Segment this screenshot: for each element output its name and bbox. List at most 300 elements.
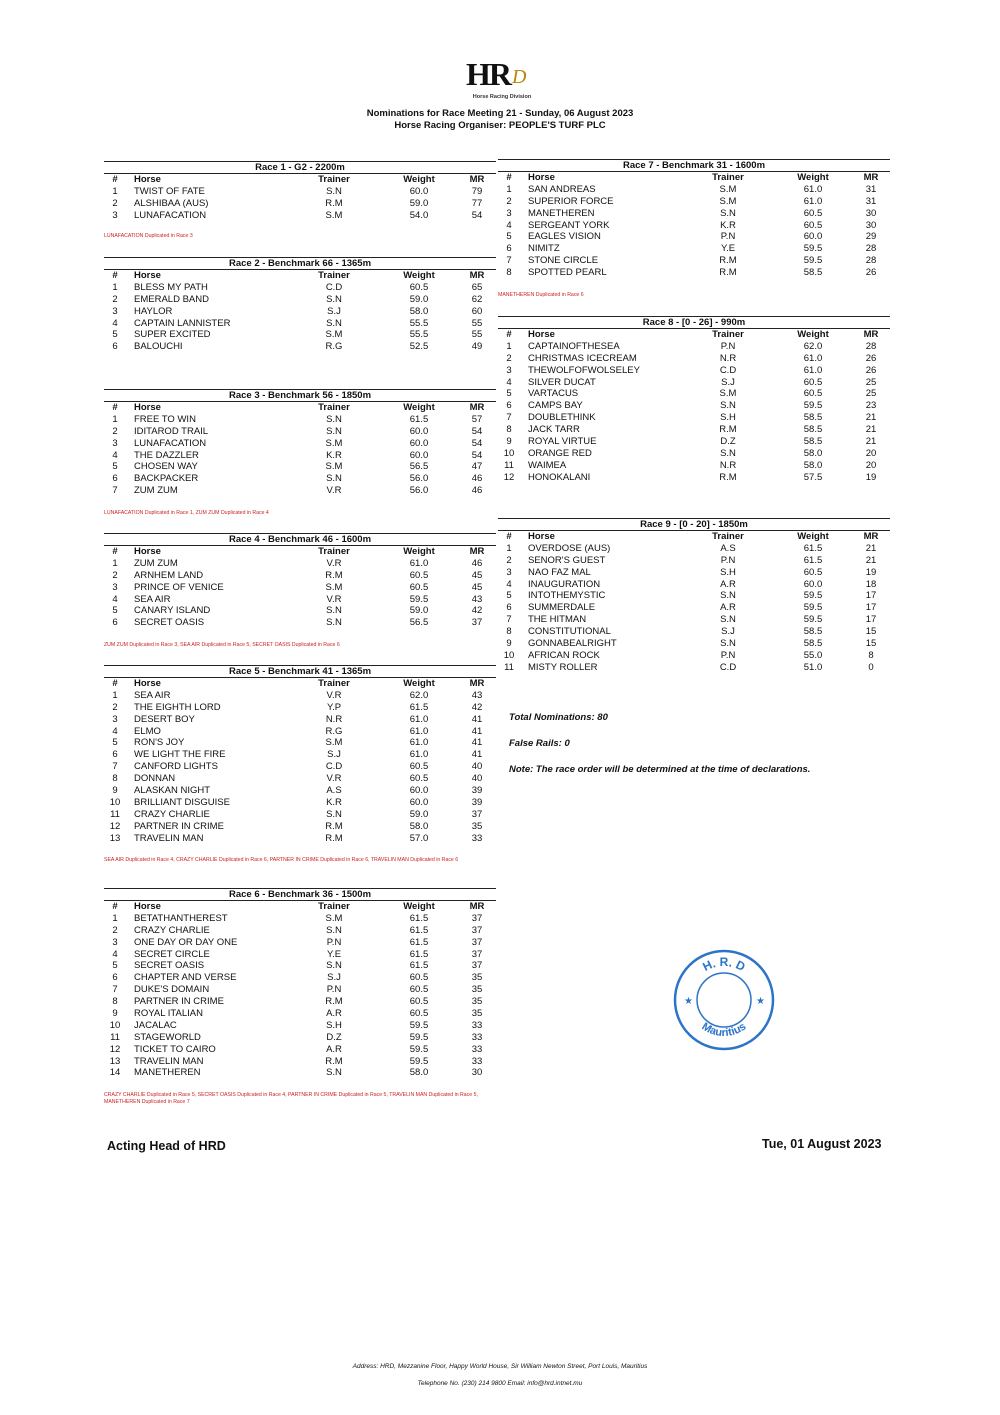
weight-value: 56.0 (409, 485, 429, 497)
duplicate-note: SEA AIR Duplicated in Race 4, CRAZY CHARLIE Duplicated in Race 6, PARTNER IN CRIME Duplicated in Race 6, TRAVELIN MAN Duplicated in Race 6 (104, 857, 459, 863)
mr-value: 54 (471, 425, 483, 437)
table-row (104, 473, 496, 485)
weight-value: 61.0 (803, 183, 823, 195)
entry-number: 6 (506, 602, 512, 614)
table-row (104, 809, 496, 821)
entry-number: 6 (112, 341, 118, 353)
table-row (498, 650, 890, 662)
entry-number: 3 (112, 437, 118, 449)
weight-value: 59.0 (409, 808, 429, 820)
horse-name: ROYAL ITALIAN (134, 1008, 203, 1020)
mr-value: 17 (865, 590, 877, 602)
weight-value: 61.0 (803, 364, 823, 376)
horse-name: INAUGURATION (528, 578, 601, 590)
column-header-trainer: Trainer (712, 531, 744, 542)
entry-number: 2 (112, 569, 118, 581)
trainer-code: C.D (719, 364, 737, 376)
weight-value: 58.5 (803, 424, 823, 436)
stamp-bottom-text: Mauritius (699, 1020, 749, 1040)
mr-value: 43 (471, 593, 483, 605)
table-row (104, 690, 496, 702)
logo-subtitle: Horse Racing Division (472, 94, 532, 100)
table-row (104, 949, 496, 961)
mr-value: 41 (471, 725, 483, 737)
trainer-code: P.N (720, 554, 736, 566)
table-row (498, 436, 890, 448)
weight-value: 61.5 (409, 936, 429, 948)
entry-number: 7 (506, 255, 512, 267)
mr-value: 19 (865, 566, 877, 578)
entry-number: 2 (506, 352, 512, 364)
weight-value: 60.5 (803, 376, 823, 388)
trainer-code: V.R (326, 485, 342, 497)
column-header-trainer: Trainer (712, 172, 744, 183)
horse-name: ZUM ZUM (134, 557, 178, 569)
weight-value: 61.0 (803, 352, 823, 364)
trainer-code: D.Z (326, 1031, 342, 1043)
column-header-horse: Horse (134, 174, 161, 185)
weight-value: 58.5 (803, 638, 823, 650)
race-table-6 (104, 888, 496, 1079)
race-title: Race 5 - Benchmark 41 - 1365m (104, 665, 496, 678)
table-header-row (104, 174, 496, 186)
mr-value: 17 (865, 602, 877, 614)
horse-name: MANETHEREN (134, 1067, 201, 1079)
weight-value: 56.0 (409, 473, 429, 485)
horse-name: WE LIGHT THE FIRE (134, 749, 226, 761)
trainer-code: N.R (719, 459, 737, 471)
trainer-code: R.M (325, 1055, 343, 1067)
trainer-code: A.R (326, 1008, 342, 1020)
trainer-code: S.M (325, 581, 343, 593)
mr-value: 23 (865, 400, 877, 412)
table-row (104, 594, 496, 606)
table-row (498, 267, 890, 279)
horse-name: VARTACUS (528, 388, 579, 400)
entry-number: 2 (112, 197, 118, 209)
entry-number: 2 (506, 554, 512, 566)
entry-number: 1 (112, 912, 118, 924)
mr-value: 35 (471, 820, 483, 832)
horse-name: CHRISTMAS ICECREAM (528, 352, 637, 364)
table-row (104, 749, 496, 761)
table-row (104, 414, 496, 426)
horse-name: IDITAROD TRAIL (134, 425, 209, 437)
weight-value: 59.5 (409, 1055, 429, 1067)
mr-value: 37 (471, 960, 483, 972)
table-row (104, 996, 496, 1008)
trainer-code: V.R (326, 593, 342, 605)
mr-value: 54 (471, 449, 483, 461)
weight-value: 61.0 (409, 749, 429, 761)
weight-value: 61.0 (409, 725, 429, 737)
mr-value: 26 (865, 364, 877, 376)
mr-value: 57 (471, 413, 483, 425)
weight-value: 62.0 (409, 689, 429, 701)
entry-number: 3 (112, 936, 118, 948)
horse-name: ALASKAN NIGHT (134, 785, 211, 797)
horse-name: EAGLES VISION (528, 231, 601, 243)
mr-value: 60 (471, 305, 483, 317)
entry-number: 4 (506, 578, 512, 590)
horse-name: MANETHEREN (528, 207, 595, 219)
trainer-code: S.J (721, 376, 735, 388)
trainer-code: N.R (325, 713, 343, 725)
table-row (104, 1032, 496, 1044)
horse-name: AFRICAN ROCK (528, 649, 600, 661)
table-row (498, 638, 890, 650)
mr-value: 15 (865, 626, 877, 638)
trainer-code: R.G (325, 341, 343, 353)
column-header-trainer: Trainer (318, 901, 350, 912)
column-header-weight: Weight (403, 901, 435, 912)
mr-value: 54 (471, 209, 483, 221)
entry-number: 2 (112, 293, 118, 305)
trainer-code: S.N (720, 638, 736, 650)
horse-name: SEA AIR (134, 593, 171, 605)
weight-value: 58.0 (409, 305, 429, 317)
trainer-code: P.N (720, 340, 736, 352)
table-row (104, 282, 496, 294)
horse-name: SUPER EXCITED (134, 329, 211, 341)
weight-value: 61.5 (409, 912, 429, 924)
trainer-code: S.H (720, 566, 736, 578)
duplicate-note: MANETHEREN Duplicated in Race 6 (498, 292, 584, 298)
mr-value: 40 (471, 761, 483, 773)
trainer-code: K.R (326, 449, 342, 461)
table-row (104, 773, 496, 785)
horse-name: CHAPTER AND VERSE (134, 972, 237, 984)
weight-value: 60.5 (409, 773, 429, 785)
entry-number: 7 (112, 761, 118, 773)
table-row (498, 472, 890, 484)
trainer-code: S.H (326, 1019, 342, 1031)
trainer-code: S.N (326, 293, 342, 305)
horse-name: DONNAN (134, 773, 176, 785)
footer-contact: Telephone No. (230) 214 9800 Email: info@hrd.intnet.mu (417, 1380, 583, 1387)
weight-value: 60.5 (409, 581, 429, 593)
horse-name: LUNAFACATION (134, 209, 207, 221)
trainer-code: C.D (325, 281, 343, 293)
column-header-horse: Horse (528, 172, 555, 183)
weight-value: 60.0 (409, 785, 429, 797)
weight-value: 58.0 (803, 447, 823, 459)
mr-value: 25 (865, 376, 877, 388)
horse-name: CHOSEN WAY (134, 461, 198, 473)
weight-value: 59.5 (803, 255, 823, 267)
entry-number: 4 (506, 219, 512, 231)
entry-number: 11 (504, 661, 514, 673)
table-row (498, 243, 890, 255)
entry-number: 8 (112, 773, 118, 785)
weight-value: 60.5 (409, 972, 429, 984)
entry-number: 14 (109, 1067, 121, 1079)
mr-value: 37 (471, 808, 483, 820)
entry-number: 7 (112, 485, 118, 497)
weight-value: 61.0 (803, 195, 823, 207)
mr-value: 30 (471, 1067, 483, 1079)
trainer-code: S.N (720, 400, 736, 412)
svg-text:H. R. D (700, 955, 747, 974)
mr-value: 26 (865, 267, 877, 279)
horse-name: JACALAC (134, 1019, 177, 1031)
race-table-5 (104, 665, 496, 844)
weight-value: 58.5 (803, 436, 823, 448)
entry-number: 8 (506, 626, 512, 638)
horse-name: JACK TARR (528, 424, 580, 436)
entry-number: 3 (506, 364, 512, 376)
weight-value: 62.0 (803, 340, 823, 352)
column-header-trainer: Trainer (318, 270, 350, 281)
trainer-code: R.M (719, 255, 737, 267)
mr-value: 62 (471, 293, 483, 305)
weight-value: 60.5 (409, 761, 429, 773)
weight-value: 59.5 (409, 1043, 429, 1055)
mr-value: 46 (471, 485, 483, 497)
horse-name: THEWOLFOFWOLSELEY (528, 364, 640, 376)
entry-number: 12 (109, 820, 121, 832)
column-header-horse: Horse (134, 678, 161, 689)
trainer-code: S.N (326, 960, 342, 972)
trainer-code: V.R (326, 689, 342, 701)
weight-value: 57.0 (409, 832, 429, 844)
table-row (104, 1056, 496, 1068)
trainer-code: S.N (326, 425, 342, 437)
column-header-trainer: Trainer (318, 174, 350, 185)
mr-value: 47 (471, 461, 483, 473)
table-row (104, 426, 496, 438)
entry-number: 8 (506, 424, 512, 436)
table-row (104, 198, 496, 210)
weight-value: 61.5 (409, 960, 429, 972)
horse-name: PARTNER IN CRIME (134, 820, 224, 832)
entry-number: 8 (112, 996, 118, 1008)
entry-number: 1 (506, 542, 512, 554)
column-header-mr: MR (863, 531, 879, 542)
table-row (498, 412, 890, 424)
entry-number: 5 (506, 388, 512, 400)
mr-value: 35 (471, 996, 483, 1008)
weight-value: 61.0 (409, 737, 429, 749)
trainer-code: P.N (720, 231, 736, 243)
trainer-code: R.M (325, 820, 343, 832)
table-row (498, 353, 890, 365)
trainer-code: S.N (720, 590, 736, 602)
mr-value: 41 (471, 749, 483, 761)
table-header-row (498, 172, 890, 184)
weight-value: 61.5 (409, 948, 429, 960)
entry-number: 11 (110, 808, 120, 820)
weight-value: 54.0 (409, 209, 429, 221)
horse-name: CRAZY CHARLIE (134, 808, 210, 820)
entry-number: 4 (112, 948, 118, 960)
trainer-code: R.M (719, 267, 737, 279)
column-header-weight: Weight (403, 678, 435, 689)
logo-mark: HR (466, 56, 510, 92)
trainer-code: C.D (325, 761, 343, 773)
column-header-trainer: Trainer (318, 402, 350, 413)
horse-name: PRINCE OF VENICE (134, 581, 224, 593)
table-row (104, 485, 496, 497)
column-header-num: # (506, 172, 512, 183)
table-row (104, 1008, 496, 1020)
table-row (104, 737, 496, 749)
trainer-code: S.M (325, 329, 343, 341)
weight-value: 59.0 (409, 605, 429, 617)
weight-value: 60.0 (409, 449, 429, 461)
horse-name: RON'S JOY (134, 737, 185, 749)
trainer-code: D.Z (720, 436, 736, 448)
mr-value: 25 (865, 388, 877, 400)
mr-value: 15 (865, 638, 877, 650)
trainer-code: S.N (326, 808, 342, 820)
entry-number: 5 (506, 231, 512, 243)
entry-number: 5 (112, 329, 118, 341)
entry-number: 5 (112, 960, 118, 972)
table-row (498, 579, 890, 591)
trainer-code: R.M (325, 996, 343, 1008)
horse-name: GONNABEALRIGHT (528, 638, 617, 650)
trainer-code: S.H (720, 412, 736, 424)
entry-number: 3 (112, 713, 118, 725)
table-row (104, 714, 496, 726)
horse-name: DESERT BOY (134, 713, 195, 725)
mr-value: 46 (471, 473, 483, 485)
table-row (104, 913, 496, 925)
weight-value: 60.5 (409, 996, 429, 1008)
weight-value: 57.5 (803, 471, 823, 483)
trainer-code: S.M (719, 183, 737, 195)
horse-name: DUKE'S DOMAIN (134, 984, 210, 996)
entry-number: 4 (506, 376, 512, 388)
horse-name: ROYAL VIRTUE (528, 436, 597, 448)
trainer-code: S.J (721, 626, 735, 638)
horse-name: SUPERIOR FORCE (528, 195, 614, 207)
mr-value: 28 (865, 255, 877, 267)
table-row (104, 1020, 496, 1032)
trainer-code: S.M (325, 437, 343, 449)
entry-number: 6 (112, 473, 118, 485)
column-header-mr: MR (863, 172, 879, 183)
mr-value: 39 (471, 785, 483, 797)
table-row (498, 602, 890, 614)
mr-value: 49 (471, 341, 483, 353)
race-table-8 (498, 316, 890, 484)
horse-name: CAPTAIN LANNISTER (134, 317, 231, 329)
mr-value: 45 (471, 569, 483, 581)
entry-number: 3 (506, 566, 512, 578)
horse-name: HONOKALANI (528, 471, 591, 483)
horse-name: TRAVELIN MAN (134, 1055, 204, 1067)
weight-value: 61.5 (409, 701, 429, 713)
entry-number: 2 (112, 701, 118, 713)
entry-number: 9 (506, 638, 512, 650)
column-header-horse: Horse (134, 901, 161, 912)
column-header-horse: Horse (134, 546, 161, 557)
weight-value: 60.5 (409, 984, 429, 996)
mr-value: 37 (471, 617, 483, 629)
entry-number: 10 (109, 796, 121, 808)
trainer-code: S.N (326, 617, 342, 629)
duplicate-note: LUNAFACATION Duplicated in Race 1, ZUM ZUM Duplicated in Race 4 (104, 510, 269, 516)
table-row (104, 797, 496, 809)
entry-number: 4 (112, 317, 118, 329)
trainer-code: A.S (720, 542, 736, 554)
table-row (104, 186, 496, 198)
horse-name: SUMMERDALE (528, 602, 596, 614)
horse-name: DOUBLETHINK (528, 412, 596, 424)
entry-number: 4 (112, 449, 118, 461)
trainer-code: S.N (326, 1067, 342, 1079)
trainer-code: S.N (720, 207, 736, 219)
weight-value: 60.5 (409, 1008, 429, 1020)
trainer-code: S.M (325, 209, 343, 221)
column-header-mr: MR (469, 678, 485, 689)
table-row (498, 400, 890, 412)
horse-name: TWIST OF FATE (134, 185, 205, 197)
horse-name: ARNHEM LAND (134, 569, 204, 581)
table-row (104, 972, 496, 984)
weight-value: 56.5 (409, 617, 429, 629)
trainer-code: R.M (719, 471, 737, 483)
entry-number: 2 (112, 924, 118, 936)
table-row (104, 461, 496, 473)
entry-number: 6 (112, 972, 118, 984)
table-row (104, 329, 496, 341)
race-title: Race 6 - Benchmark 36 - 1500m (104, 888, 496, 901)
column-header-mr: MR (863, 329, 879, 340)
race-title: Race 9 - [0 - 20] - 1850m (498, 518, 890, 531)
weight-value: 58.5 (803, 267, 823, 279)
horse-name: BLESS MY PATH (134, 281, 208, 293)
weight-value: 60.5 (803, 219, 823, 231)
weight-value: 61.5 (803, 554, 823, 566)
trainer-code: R.M (325, 197, 343, 209)
column-header-num: # (506, 329, 512, 340)
entry-number: 7 (506, 412, 512, 424)
mr-value: 37 (471, 912, 483, 924)
entry-number: 7 (506, 614, 512, 626)
horse-name: STAGEWORLD (134, 1031, 201, 1043)
mr-value: 17 (865, 614, 877, 626)
horse-name: PARTNER IN CRIME (134, 996, 224, 1008)
horse-name: FREE TO WIN (134, 413, 196, 425)
table-row (498, 543, 890, 555)
mr-value: 26 (865, 352, 877, 364)
race-table-7 (498, 159, 890, 279)
entry-number: 6 (112, 749, 118, 761)
weight-value: 59.5 (409, 1031, 429, 1043)
trainer-code: P.N (326, 984, 342, 996)
signoff-date: Tue, 01 August 2023 (762, 1137, 882, 1151)
entry-number: 3 (112, 581, 118, 593)
entry-number: 1 (112, 281, 118, 293)
stamp-top-text: H. R. D (700, 955, 748, 975)
race-title: Race 3 - Benchmark 56 - 1850m (104, 389, 496, 402)
mr-value: 19 (865, 471, 877, 483)
column-header-weight: Weight (403, 270, 435, 281)
mr-value: 42 (471, 605, 483, 617)
column-header-trainer: Trainer (318, 546, 350, 557)
trainer-code: S.M (719, 388, 737, 400)
horse-name: SERGEANT YORK (528, 219, 610, 231)
table-row (104, 833, 496, 845)
weight-value: 60.5 (803, 388, 823, 400)
mr-value: 35 (471, 972, 483, 984)
horse-name: ORANGE RED (528, 447, 592, 459)
table-row (104, 726, 496, 738)
entry-number: 3 (506, 207, 512, 219)
